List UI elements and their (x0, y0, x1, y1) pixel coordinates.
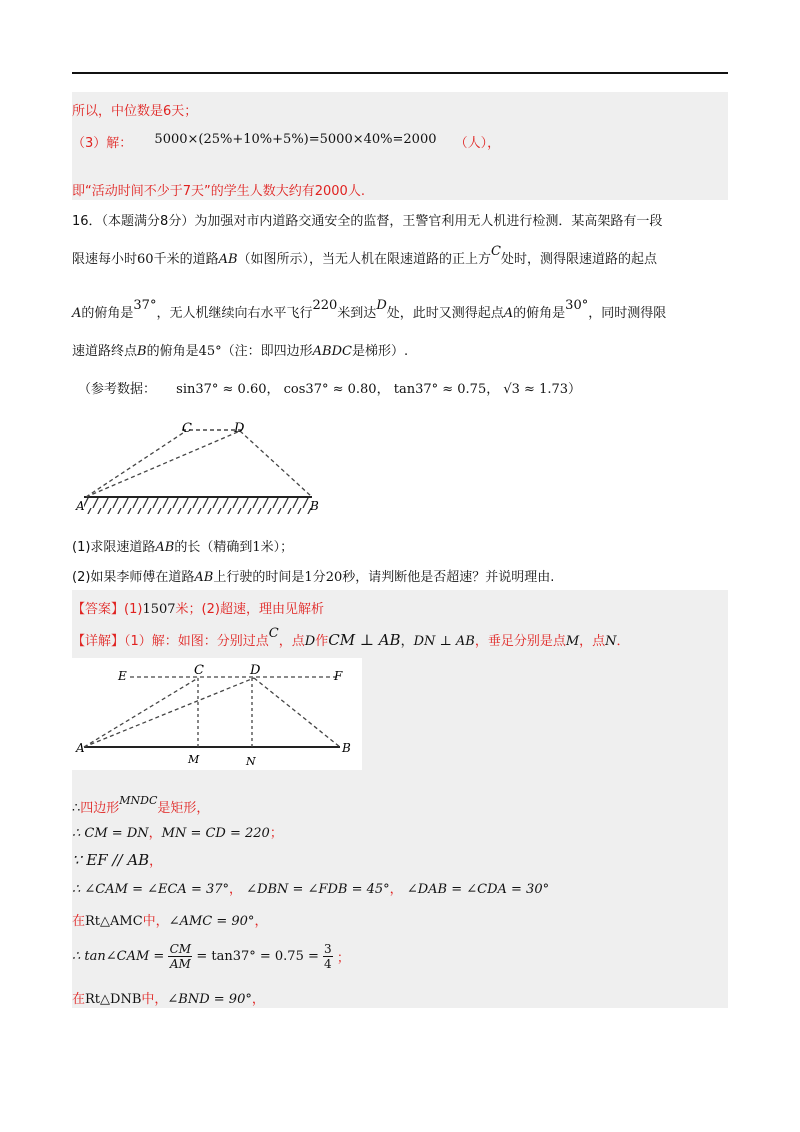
point-a: A (72, 306, 82, 321)
detail-tag: 【详解】 (72, 634, 125, 649)
q16-text: 的俯角是 (146, 344, 199, 359)
angle-37: 37° (133, 298, 157, 313)
answer-part2: (2)超速，理由见解析 (201, 602, 324, 617)
answer-unit: 米； (175, 602, 202, 617)
triangle-amc: Rt△AMC (85, 914, 143, 929)
part3-formula: 5000×(25%+10%+5%)=5000×40%=2000 (154, 132, 437, 147)
detail-text: 在 (72, 992, 86, 1007)
minutes-1: 1 (304, 570, 313, 585)
point-c: C (268, 626, 279, 641)
distance-220: 220 (312, 298, 338, 313)
point-a: A (503, 306, 514, 321)
q16-text: (2)如果李师傅在道路 (72, 570, 195, 585)
q16-text: （注：即四边形 (221, 344, 313, 359)
q16-text: 米）； (260, 540, 294, 555)
figure-2-background (72, 658, 362, 770)
answer-line (72, 598, 728, 617)
eq-mn-cd: MN = CD = 220 (161, 826, 270, 841)
q16-line4 (72, 340, 728, 359)
step-rectangle (72, 794, 728, 816)
q16-line2 (72, 244, 728, 267)
fraction-denominator: 4 (324, 956, 332, 971)
detail-text: ，垂足分别是点 (474, 634, 566, 649)
detail-text: ． (616, 634, 630, 649)
detail-text: ，点 (579, 634, 606, 649)
label-f: F (334, 669, 343, 683)
point-n: N (605, 634, 617, 649)
q16-text: ，同时测得限 (588, 306, 667, 321)
angle-dbn: ∠DBN = ∠FDB = 45° (246, 882, 390, 897)
label-c: C (182, 421, 192, 436)
sight-line-db (240, 431, 312, 497)
step-equal-sides: ∴ CM = DN，MN = CD = 220； (72, 826, 283, 841)
ref-cos: cos37° ≈ 0.80 (283, 382, 377, 397)
answer-tag: 【答案】 (72, 602, 125, 617)
tan-cam: ∴ tan∠CAM = (72, 948, 165, 964)
q16-text: 的俯角是 (81, 306, 134, 321)
detail-text: 中， (142, 914, 169, 929)
label-d: D (250, 663, 261, 678)
angle-45: 45° (198, 344, 222, 359)
q16-text: 的俯角是 (513, 306, 566, 321)
ref-sqrt: √3 ≈ 1.73 (503, 382, 569, 397)
label-a: A (76, 499, 85, 513)
part3-unit: （人）， (454, 136, 501, 151)
figure-1 (72, 412, 332, 522)
step-tan (72, 936, 350, 976)
angle-bnd: ∠BND = 90° (167, 992, 252, 1007)
detail-text: ，点 (278, 634, 305, 649)
q16-text: 是梯形）. (351, 344, 409, 359)
label-b: B (310, 499, 319, 513)
reference-data: （参考数据： sin37° ≈ 0.60， cos37° ≈ 0.80， tan37° ≈ 0.75， √3 ≈ 1.73） (78, 382, 582, 397)
step-parallel: ∵ EF // AB， (72, 851, 163, 869)
ref-sin: sin37° ≈ 0.60 (176, 382, 267, 397)
segment-ab: AB (194, 570, 214, 585)
segment-ab: AB (155, 540, 175, 555)
q16-text: 处时，测得限速道路的起点 (501, 252, 658, 267)
ref-tan: tan37° ≈ 0.75 (393, 382, 487, 397)
label-n: N (246, 755, 256, 768)
fraction-numerator: CM (169, 941, 192, 956)
angle-30: 30° (565, 298, 589, 313)
q16-text: 米到达 (337, 306, 377, 321)
header-rule (72, 72, 728, 74)
answer-part1: (1) (124, 602, 143, 617)
tan-value: = tan37° = 0.75 = (196, 948, 319, 964)
detail-text: ； (336, 950, 350, 966)
eq-cm-dn: ∴ CM = DN (72, 826, 149, 841)
sub-question-1 (72, 536, 728, 555)
q16-text: 的长（精确到 (174, 540, 253, 555)
label-e: E (118, 669, 127, 683)
q16-text: 千米的道路 (153, 252, 219, 267)
figure-2 (72, 658, 362, 770)
point-d: D (376, 298, 387, 313)
q16-text: 上行驶的时间是 (213, 570, 305, 585)
ref-label: （参考数据： (78, 382, 157, 397)
step-triangle-amc: 在Rt△AMC中，∠AMC = 90°， (72, 914, 268, 929)
ref-end: ） (568, 382, 582, 397)
q16-text: 速道路终点 (72, 344, 138, 359)
label-c: C (194, 663, 204, 678)
angle-dab: ∠DAB = ∠CDA = 30° (406, 882, 550, 897)
point-c: C (491, 244, 501, 259)
quad-mndc: MNDC (119, 794, 158, 807)
q16-text: 限速每小时 (72, 252, 138, 267)
parallel-ef-ab: ∵ EF // AB (72, 851, 150, 869)
q16-text: 处，此时又测得起点 (386, 306, 504, 321)
detail-text: （1）解：如图：分别过点 (124, 634, 269, 649)
precision-1: 1 (252, 540, 261, 555)
fraction-3-4 (323, 942, 333, 971)
q16-text: 分 (312, 570, 326, 585)
part3-conclusion: 即“活动时间不少于7天”的学生人数大约有2000人. (72, 184, 365, 199)
fraction-cm-am (168, 942, 192, 971)
q16-line1: 16．（本题满分8分）为加强对市内道路交通安全的监督，王警官利用无人机进行检测．某高架路有一段 (72, 214, 663, 229)
perpendicular-cm: CM ⊥ AB (328, 631, 401, 649)
label-m: M (188, 753, 200, 766)
detail-text: 作 (315, 634, 329, 649)
q16-text: （如图所示），当无人机在限速道路的正上方 (237, 252, 492, 267)
label-d: D (234, 421, 245, 436)
detail-text: 四边形 (80, 801, 120, 816)
label-b: B (342, 741, 351, 755)
q16-text: 秒，请判断他是否超速？并说明理由. (342, 570, 555, 585)
detail-text: 是矩形， (157, 801, 210, 816)
detail-text: 中， (141, 992, 168, 1007)
angle-amc: ∠AMC = 90° (168, 914, 255, 929)
detail-text: 在 (72, 914, 86, 929)
part3-line (72, 132, 728, 151)
fraction-denominator: AM (169, 956, 191, 971)
answer-value-1507: 1507 (142, 602, 176, 617)
road-hatching (84, 498, 312, 514)
step-triangle-dnb: 在Rt△DNB中，∠BND = 90°， (72, 992, 265, 1007)
detail-text: ； (269, 826, 283, 841)
part3-label: （3）解： (72, 136, 133, 151)
seconds-20: 20 (325, 570, 343, 585)
q16-text: (1)求限速道路 (72, 540, 156, 555)
q16-line3 (72, 298, 728, 321)
detail-line1: 【详解】（1）解：如图：分别过点C，点D作CM ⊥ AB，DN ⊥ AB，垂足分别是点M，点N． (72, 626, 630, 649)
label-a: A (76, 741, 85, 755)
step-angles: ∴ ∠CAM = ∠ECA = 37°， ∠DBN = ∠FDB = 45°， ∠DAB = ∠CDA = 30° (72, 882, 550, 897)
point-d: D (304, 634, 316, 649)
sight-line-ca (86, 431, 186, 497)
median-line: 所以，中位数是6天； (72, 104, 198, 119)
quad-abdc: ABDC (312, 344, 352, 359)
therefore-symbol: ∴ (72, 801, 81, 816)
q16-text: ，无人机继续向右水平飞行 (156, 306, 313, 321)
point-m: M (565, 634, 580, 649)
segment-ab: AB (218, 252, 238, 267)
sight-line-da (86, 431, 240, 497)
point-b: B (137, 344, 147, 359)
speed-limit: 60 (137, 252, 154, 267)
perpendicular-dn: DN ⊥ AB (413, 634, 475, 649)
fraction-numerator: 3 (324, 941, 332, 956)
angle-cam: ∴ ∠CAM = ∠ECA = 37° (72, 882, 230, 897)
sub-question-2 (72, 566, 728, 585)
triangle-dnb: Rt△DNB (85, 992, 142, 1007)
